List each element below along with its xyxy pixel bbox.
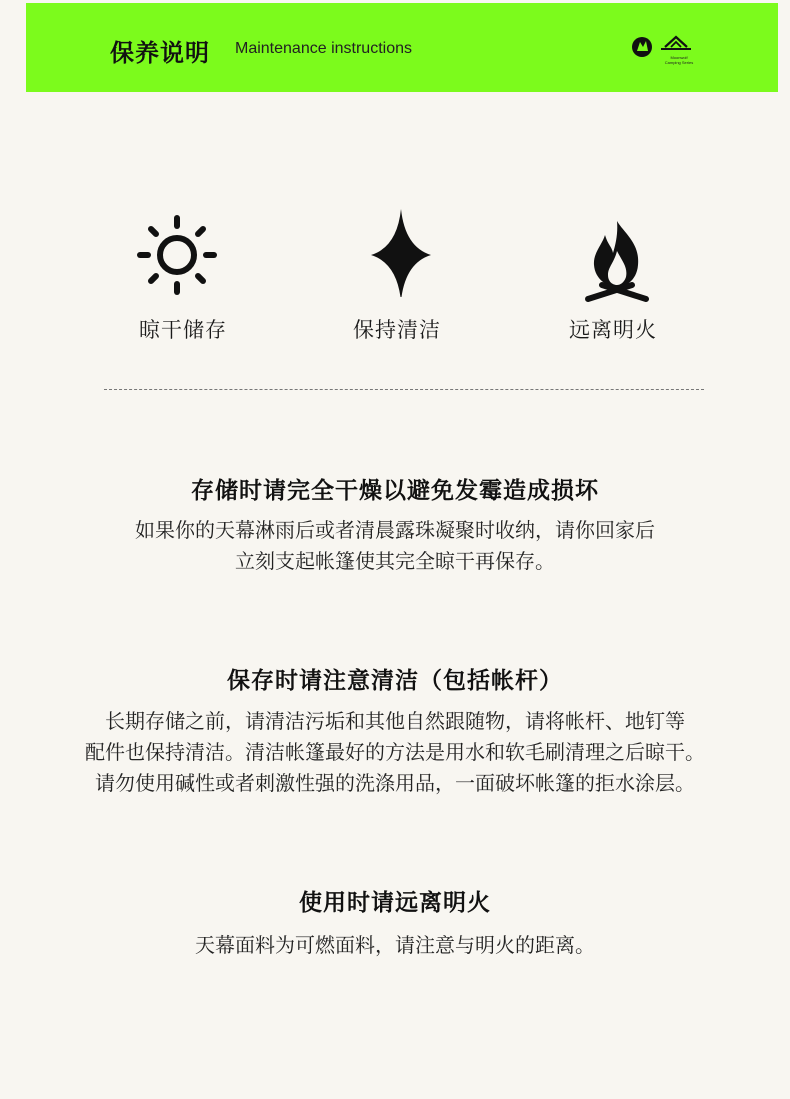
- section-body-away-from-fire: [40, 930, 750, 961]
- section-title-dry-storage: 存储时请完全干燥以避免发霉造成损坏: [191, 478, 599, 504]
- page-subtitle: Maintenance instructions: [235, 40, 412, 57]
- body-line: 配件也保持清洁。清洁帐篷最好的方法是用水和软毛刷清理之后晾干。: [85, 740, 705, 764]
- header-bar: [26, 3, 778, 92]
- body-line: 长期存储之前，请清洁污垢和其他自然跟随物，请将帐杆、地钉等: [105, 709, 685, 733]
- icon-label-dry-storage: 晾干储存: [139, 318, 227, 342]
- section-body-keep-clean: [40, 706, 750, 799]
- dashed-divider: [104, 389, 704, 390]
- page-title: 保养说明: [110, 39, 210, 67]
- section-body-dry-storage: [40, 515, 750, 577]
- icon-label-keep-clean: 保持清洁: [353, 318, 441, 342]
- body-line: 如果你的天幕淋雨后或者清晨露珠凝聚时收纳，请你回家后: [135, 518, 655, 542]
- section-title-away-from-fire: 使用时请远离明火: [299, 890, 491, 916]
- body-line: 请勿使用碱性或者刺激性强的洗涤用品，一面破坏帐篷的拒水涂层。: [95, 771, 695, 795]
- section-title-keep-clean: 保存时请注意清洁（包括帐杆）: [227, 668, 563, 694]
- campfire-icon: [572, 215, 662, 305]
- body-line: 天幕面料为可燃面料，请注意与明火的距离。: [195, 933, 595, 957]
- sparkle-icon: [356, 207, 446, 297]
- icon-label-away-from-fire: 远离明火: [569, 318, 657, 342]
- sun-icon: [132, 210, 222, 300]
- body-line: 立刻支起帐篷使其完全晾干再保存。: [235, 549, 555, 573]
- brand-logo-text: Moonwolf Camping Series: [664, 55, 694, 65]
